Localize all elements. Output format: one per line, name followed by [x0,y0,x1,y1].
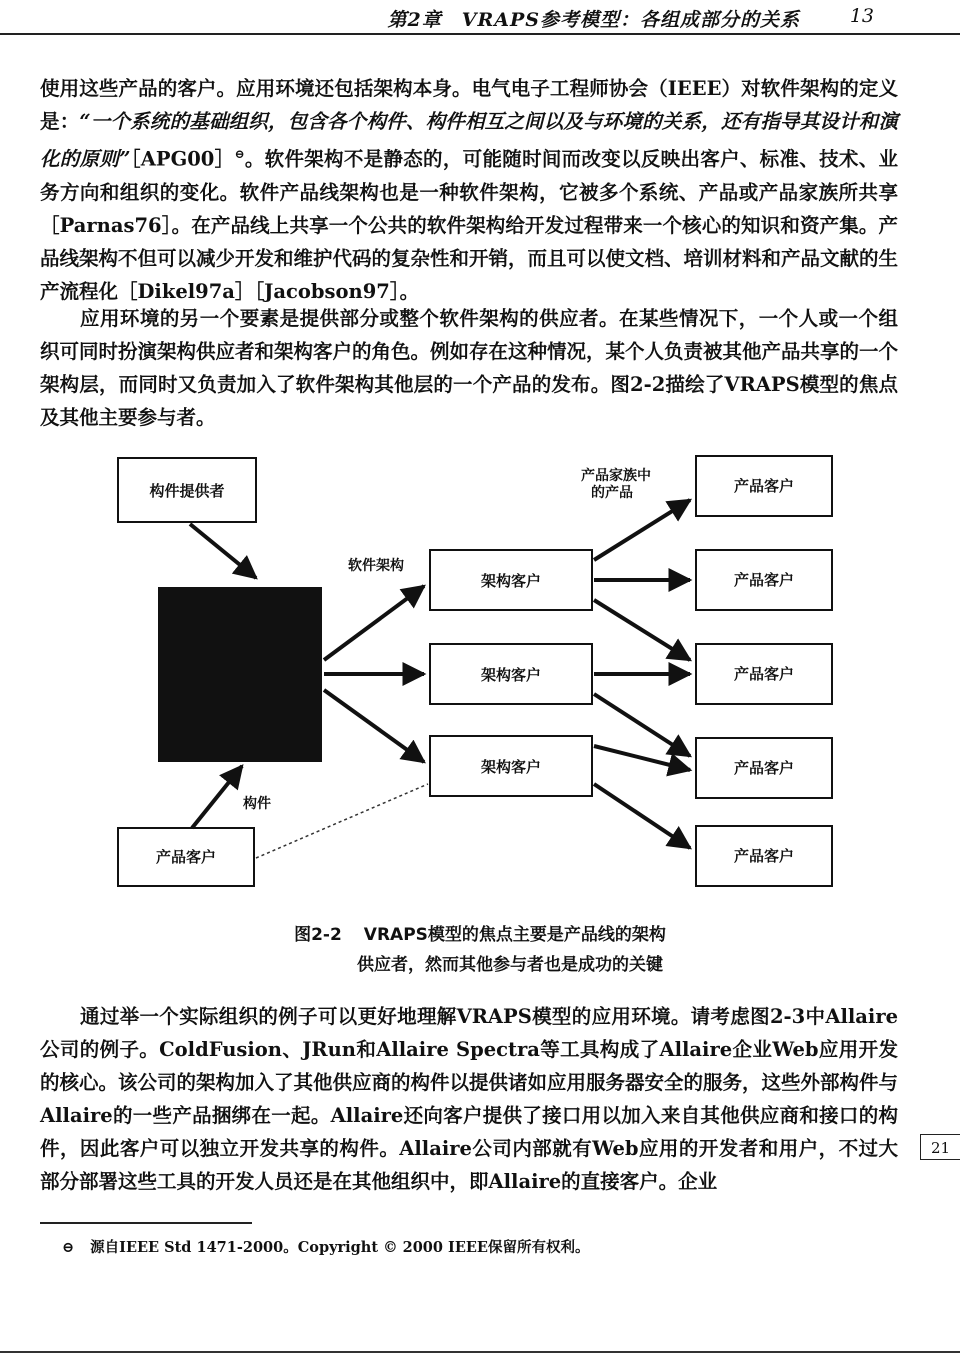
dashed-link-customer-to-ac3 [256,784,428,858]
footnote-rule [40,1222,252,1224]
architecture-customer-1-label: 架构客户 [480,572,542,590]
header-rule [0,33,960,35]
architecture-customer-2 [430,644,592,704]
architecture-customer-3-label: 架构客户 [480,758,542,776]
arrow-ac3-to-pc5 [594,784,690,848]
family-product-label-line2: 的产品 [591,485,633,501]
arrow-ac3-to-pc4 [594,746,690,770]
footnote [62,1236,589,1257]
arrow-ac1-to-pc1 [594,500,690,560]
product-customer-left-label: 产品客户 [155,848,217,866]
product-customer-right-5-label: 产品客户 [733,847,795,865]
architecture-customer-3 [430,736,592,796]
family-product-label-line1: 产品家族中 [581,468,651,484]
figure-2-2 [0,440,960,910]
margin-page-reference: 21 [920,1134,960,1160]
product-customer-right-2 [696,550,832,610]
footnote-text: 源自IEEE Std 1471-2000。Copyright © 2000 IEEE保留所有权利。 [90,1239,590,1256]
citation-apg00: ［APG00］ [130,147,235,171]
paragraph-1-text-a: 使用这些产品的客户。应用环境还包括架构本身。电气电子工程师协会（IEEE）对软件架构的定义是： [40,77,898,133]
product-customer-right-4-label: 产品客户 [733,759,795,777]
arrow-ac2-to-pc4 [594,694,690,756]
chapter-title: 第2章 VRAPS参考模型：各组成部分的关系 [387,9,800,31]
product-customer-right-3 [696,644,832,704]
architecture-focus-block [158,587,322,762]
component-label: 构件 [243,796,271,812]
product-customer-right-2-label: 产品客户 [733,571,795,589]
running-header [0,0,960,34]
product-customer-right-5 [696,826,832,886]
component-provider-label: 构件提供者 [149,482,225,500]
paragraph-3: 通过举一个实际组织的例子可以更好地理解VRAPS模型的应用环境。请考虑图2-3中Allaire公司的例子。ColdFusion、JRun和Allaire Spectra等工具构成了Allaire企业Web应用开发的核心。该公司的架构加入了其他供应商的构件以提供诸如应用服务器安全的服务，这些外部构件与Allaire的一些产品捆绑在一起。Allaire还向客户提供了接口用以加入来自其他供应商和接口的构件，因此客户可以独立开发共享的构件。Allaire公司内部就有Web应用的开发者和用户，不过大部分部署这些工具的开发人员还是在其他组织中，即Allaire的直接客户。企业 [40,1005,899,1193]
paragraph-1-text-c: 。软件架构不是静态的，可能随时间而改变以反映出客户、标准、技术、业务方向和组织的变化。软件产品线架构也是一种软件架构，它被多个系统、产品或产品家族所共享［Parnas76］。在产品线上共享一个公共的软件架构给开发过程带来一个核心的知识和资产集。产品线架构不但可以减少开发和维护代码的复杂性和开销，而且可以使文档、培训材料和产品文献的生产流程化［Dikel97a］［Jacobson97］。 [40,147,899,303]
page-number: 13 [849,5,874,27]
product-customer-right-1 [696,456,832,516]
figure-caption [0,920,960,980]
product-customer-right-3-label: 产品客户 [733,665,795,683]
arrow-arch-to-ac3 [324,690,424,762]
architecture-customer-2-label: 架构客户 [480,666,542,684]
product-customer-right-4 [696,738,832,798]
architecture-customer-1 [430,550,592,610]
arrow-arch-to-ac1 [324,586,424,660]
caption-label: 图2-2 [294,925,342,945]
bottom-rule [0,1351,960,1353]
software-architecture-label: 软件架构 [348,558,404,574]
caption-line-1: VRAPS模型的焦点主要是产品线的架构 [363,925,666,945]
ieee-definition-quote: “一个系统的基础组织，包含各个构件、构件相互之间以及与环境的关系，还有指导其设计和演化的原则” [40,110,898,171]
arrow-ac1-to-pc3 [594,600,690,660]
product-customer-right-1-label: 产品客户 [733,477,795,495]
paragraph-1 [40,72,898,308]
footnote-marker: ⊖ [234,147,245,161]
figure-diagram [0,440,960,910]
arrow-provider-to-architecture [190,524,256,578]
footnote-marker-symbol: ⊖ [62,1239,75,1256]
caption-line-2: 供应者，然而其他参与者也是成功的关键 [357,955,663,975]
arrow-customer-to-architecture [192,766,242,828]
paragraph-2: 应用环境的另一个要素是提供部分或整个软件架构的供应者。在某些情况下，一个人或一个组织可同时扮演架构供应者和架构客户的角色。例如存在这种情况，某个人负责被其他产品共享的一个架构层，而同时又负责加入了软件架构其他层的一个产品的发布。图2-2描绘了VRAPS模型的焦点及其他主要参与者。 [40,307,899,429]
